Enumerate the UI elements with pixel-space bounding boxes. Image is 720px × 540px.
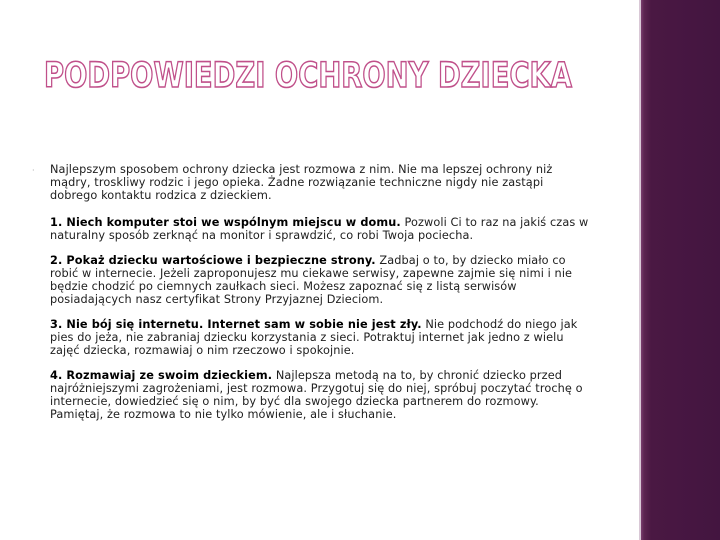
tip-1-text: Pozwoli Ci to raz na jakiś czas w naturalny sposób zerknąć na monitor i sprawdzić, co robi Twoja pociecha. [50,216,589,242]
tip-paragraph-2 [50,254,590,306]
tip-paragraph-4 [50,369,590,421]
tip-2-heading: 2. Pokaż dziecku wartościowe i bezpieczne strony. [50,254,376,267]
bullet-marker: · [32,166,35,175]
slide-title-svg [40,54,620,94]
tip-paragraph-3 [50,318,590,357]
tip-3-heading: 3. Nie bój się internetu. Internet sam w sobie nie jest zły. [50,318,422,331]
tip-4-heading: 4. Rozmawiaj ze swoim dzieckiem. [50,369,273,382]
slide-body [50,163,590,433]
intro-paragraph: Najlepszym sposobem ochrony dziecka jest rozmowa z nim. Nie ma lepszej ochrony niż mądry, troskliwy rodzic i jego opieka. Żadne rozwiązanie techniczne nigdy nie zastąpi dobrego kontaktu rodzica z dzieckiem. [50,163,553,202]
slide-title-text: PODPOWIEDZI OCHRONY DZIECKA [44,56,572,96]
tip-3-text: Nie podchodź do niego jak pies do jeża, nie zabraniaj dziecku korzystania z sieci. Potraktuj internet jak jedno z wielu zajęć dziecka, rozmawiaj o nim rzeczowo i spokojnie. [50,318,578,357]
slide-title [40,54,620,94]
decorative-sidebar [641,0,720,540]
tip-2-text: Zadbaj o to, by dziecko miało co robić w internecie. Jeżeli zaproponujesz mu ciekawe serwisy, zapewne zajmie się nimi i nie będzie chodzić po ciemnych zaułkach sieci. Możesz zapoznać się z listą serwisów posiadających nasz certyfikat Strony Przyjaznej Dzieciom. [50,254,573,306]
tip-1-heading: 1. Niech komputer stoi we wspólnym miejscu w domu. [50,216,401,229]
tip-4-text: Najlepsza metodą na to, by chronić dziecko przed najróżniejszymi zagrożeniami, jest rozmowa. Przygotuj się do niej, spróbuj poczytać trochę o internecie, dowiedzieć się o nim, by być dla swojego dziecka partnerem do rozmowy. Pamiętaj, że rozmowa to nie tylko mówienie, ale i słuchanie. [50,369,583,421]
tip-paragraph-1 [50,216,590,242]
